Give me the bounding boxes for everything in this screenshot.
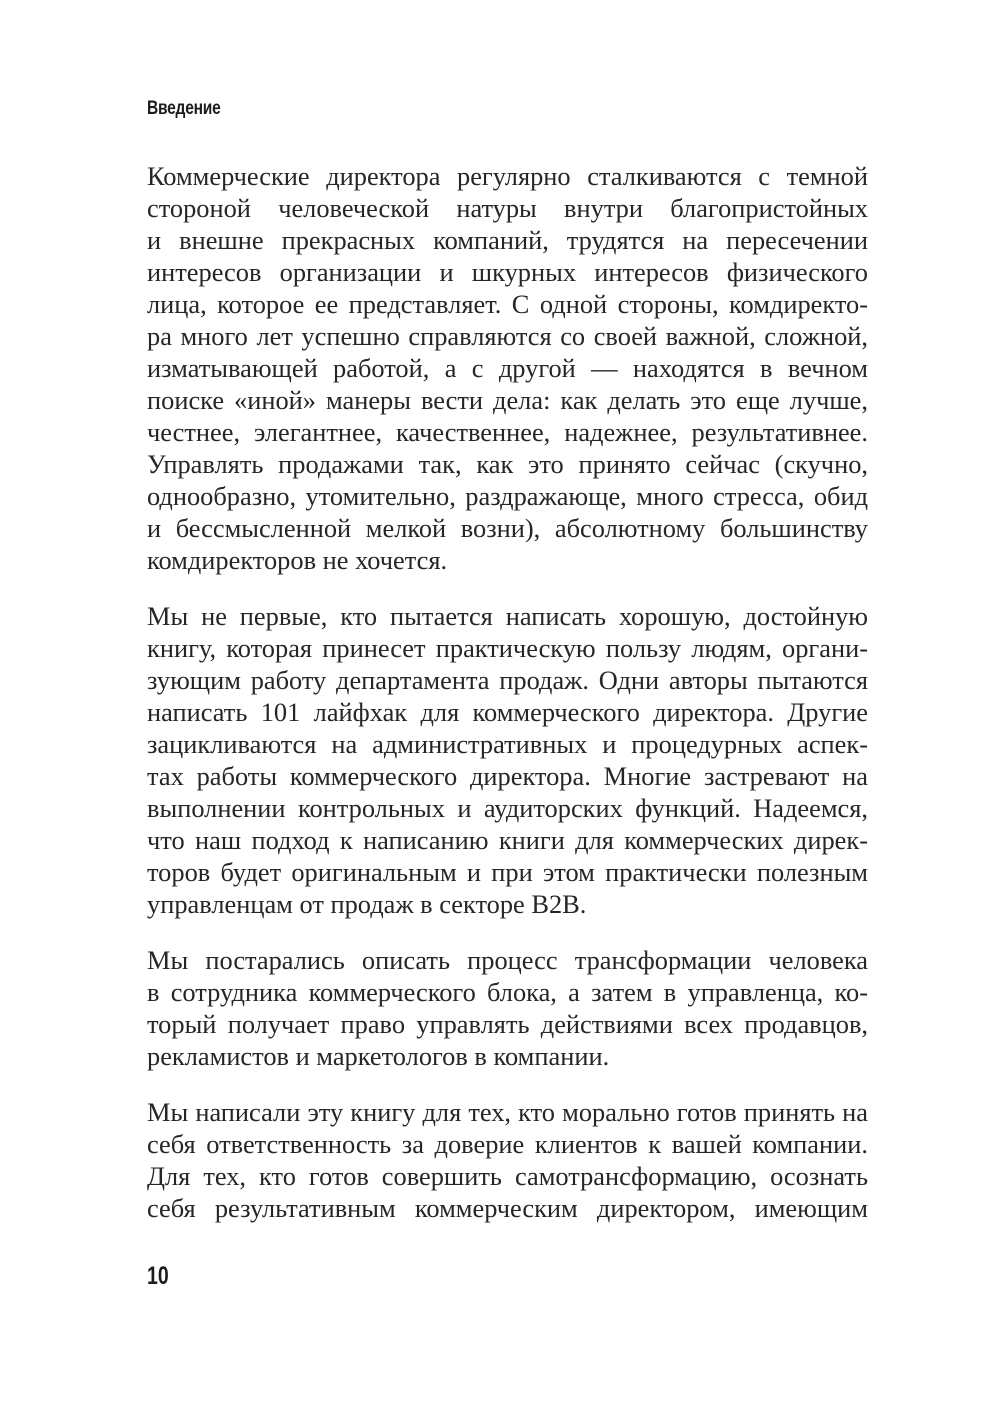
text-line: Мы постарались описать процесс трансформации человека [147,945,868,975]
text-line: зующим работу департамента продаж. Одни авторы пытаются [147,665,868,695]
text-line: Управлять продажами так, как это принято сейчас (скучно, [147,449,868,479]
paragraph [147,944,868,1072]
paragraph [147,1096,868,1224]
paragraph [147,600,868,920]
page-number: 10 [147,1262,169,1290]
text-line: стороной человеческой натуры внутри благопристойных [147,193,868,223]
paragraph [147,160,868,576]
text-line: комдиректоров не хочется. [147,545,448,575]
text-line: выполнении контрольных и аудиторских функций. Надеемся, [147,793,868,823]
text-line: интересов организации и шкурных интересов физического [147,257,868,287]
text-line: однообразно, утомительно, раздражающе, много стресса, обид [147,481,868,511]
text-line: Мы написали эту книгу для тех, кто морально готов принять на [147,1097,868,1127]
text-line: управленцам от продаж в секторе B2B. [147,889,587,919]
text-line: рекламистов и маркетологов в компании. [147,1041,610,1071]
text-line: ра много лет успешно справляются со своей важной, сложной, [147,321,868,351]
text-line: зацикливаются на административных и процедурных аспек- [147,729,868,759]
text-line: лица, которое ее представляет. С одной стороны, комдиректо- [147,289,868,319]
text-line: поиске «иной» манеры вести дела: как делать это еще лучше, [147,385,868,415]
text-line: себя ответственность за доверие клиентов к вашей компании. [147,1129,868,1159]
text-line: себя результативным коммерческим директором, имеющим [147,1193,868,1223]
text-line: Коммерческие директора регулярно сталкиваются с темной [147,161,868,191]
running-header: Введение [147,98,221,119]
text-line: книгу, которая принесет практическую пользу людям, органи- [147,633,868,663]
text-line: изматывающей работой, а с другой — находятся в вечном [147,353,868,383]
text-line: честнее, элегантнее, качественнее, надежнее, результативнее. [147,417,868,447]
text-line: Для тех, кто готов совершить самотрансформацию, осознать [147,1161,868,1191]
text-line: Мы не первые, кто пытается написать хорошую, достойную [147,601,868,631]
text-line: торов будет оригинальным и при этом практически полезным [147,857,868,887]
text-line: в сотрудника коммерческого блока, а затем в управленца, ко- [147,977,868,1007]
text-line: и внешне прекрасных компаний, трудятся на пересечении [147,225,868,255]
text-line: торый получает право управлять действиями всех продавцов, [147,1009,868,1039]
text-line: написать 101 лайфхак для коммерческого директора. Другие [147,697,868,727]
text-line: тах работы коммерческого директора. Многие застревают на [147,761,868,791]
text-line: что наш подход к написанию книги для коммерческих дирек- [147,825,868,855]
body-text [147,160,868,1248]
text-line: и бессмысленной мелкой возни), абсолютному большинству [147,513,868,543]
